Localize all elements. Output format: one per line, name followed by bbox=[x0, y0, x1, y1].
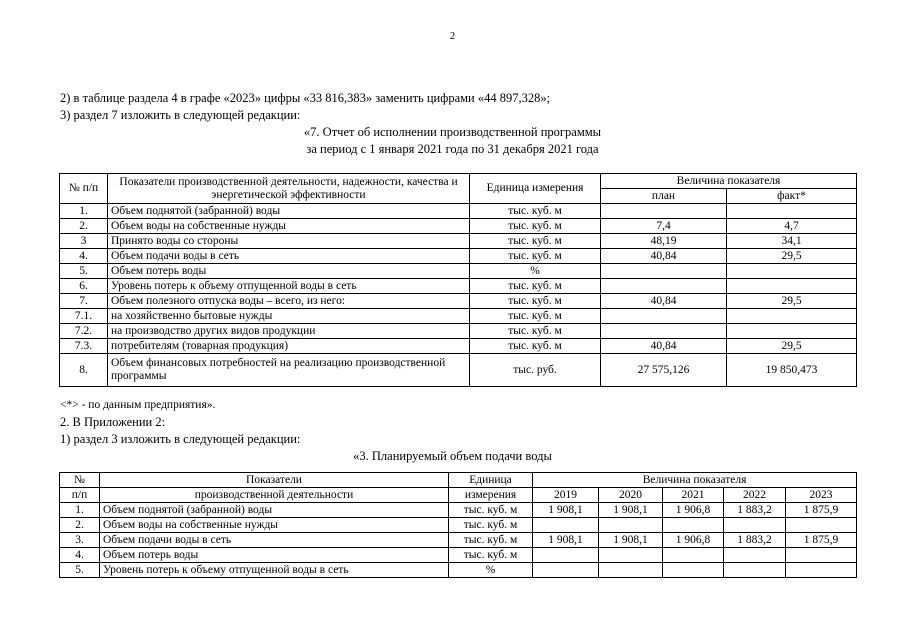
cell-plan: 7,4 bbox=[601, 219, 727, 234]
cell-num: 3 bbox=[60, 234, 108, 249]
cell-name: Объем потерь воды bbox=[100, 548, 449, 563]
row-8-unit: тыс. руб. bbox=[470, 354, 601, 387]
cell-name: Объем поднятой (забранной) воды bbox=[100, 503, 449, 518]
table-row bbox=[60, 219, 857, 234]
cell-fact: 29,5 bbox=[727, 294, 857, 309]
cell-value bbox=[663, 563, 724, 578]
cell-value bbox=[724, 563, 786, 578]
cell-value bbox=[533, 548, 599, 563]
appendix-2-line: 2. В Приложении 2: bbox=[60, 415, 166, 429]
header-year: 2019 bbox=[533, 488, 599, 503]
cell-name: Объем потерь воды bbox=[108, 264, 470, 279]
cell-fact bbox=[727, 204, 857, 219]
table-row bbox=[60, 518, 857, 533]
section-7-heading-line-1: «7. Отчет об исполнении производственной программы bbox=[303, 125, 602, 139]
cell-fact bbox=[727, 309, 857, 324]
cell-unit: тыс. куб. м bbox=[470, 204, 601, 219]
cell-plan bbox=[601, 264, 727, 279]
cell-plan: 40,84 bbox=[601, 249, 727, 264]
table-row bbox=[60, 264, 857, 279]
cell-name: Объем подачи воды в сеть bbox=[100, 533, 449, 548]
cell-value: 1 908,1 bbox=[599, 533, 663, 548]
cell-unit: % bbox=[470, 264, 601, 279]
cell-value bbox=[533, 563, 599, 578]
cell-plan bbox=[601, 279, 727, 294]
cell-unit: % bbox=[449, 563, 533, 578]
cell-plan: 40,84 bbox=[601, 339, 727, 354]
cell-value bbox=[786, 518, 857, 533]
row-8-fact: 19 850,473 bbox=[727, 354, 857, 387]
header-year: 2021 bbox=[663, 488, 724, 503]
row-8-num: 8. bbox=[60, 354, 108, 387]
page-number: 2 bbox=[450, 31, 455, 42]
cell-num: 7. bbox=[60, 294, 108, 309]
instruction-line-1: 2) в таблице раздела 4 в графе «2023» цифры «33 816,383» заменить цифрами «44 897,328»; bbox=[60, 91, 551, 105]
cell-value: 1 908,1 bbox=[599, 503, 663, 518]
production-program-report-table bbox=[59, 173, 857, 387]
cell-unit: тыс. куб. м bbox=[470, 324, 601, 339]
section-3-heading: «3. Планируемый объем подачи воды bbox=[353, 449, 552, 463]
table-row bbox=[60, 204, 857, 219]
header-unit-l1: Единица bbox=[449, 473, 533, 488]
cell-value: 1 875,9 bbox=[786, 533, 857, 548]
cell-fact bbox=[727, 324, 857, 339]
footnote: <*> - по данным предприятия». bbox=[60, 399, 216, 411]
header-year: 2022 bbox=[724, 488, 786, 503]
header-num-l1: № bbox=[60, 473, 100, 488]
header-unit: Единица измерения bbox=[470, 174, 601, 204]
cell-name: Объем воды на собственные нужды bbox=[100, 518, 449, 533]
cell-name: Принято воды со стороны bbox=[108, 234, 470, 249]
cell-num: 5. bbox=[60, 563, 100, 578]
header-value: Величина показателя bbox=[533, 473, 857, 488]
cell-unit: тыс. куб. м bbox=[470, 279, 601, 294]
header-num-l2: п/п bbox=[60, 488, 100, 503]
table-row bbox=[60, 309, 857, 324]
cell-value bbox=[724, 518, 786, 533]
cell-value: 1 908,1 bbox=[533, 503, 599, 518]
cell-name: Объем подачи воды в сеть bbox=[108, 249, 470, 264]
cell-fact: 34,1 bbox=[727, 234, 857, 249]
cell-fact bbox=[727, 264, 857, 279]
table-row bbox=[60, 563, 857, 578]
cell-name: Уровень потерь к объему отпущенной воды в сеть bbox=[100, 563, 449, 578]
table-row bbox=[60, 324, 857, 339]
cell-name: Объем полезного отпуска воды – всего, из него: bbox=[108, 294, 470, 309]
cell-name: на хозяйственно бытовые нужды bbox=[108, 309, 470, 324]
cell-num: 5. bbox=[60, 264, 108, 279]
header-plan: план bbox=[601, 189, 727, 204]
cell-num: 1. bbox=[60, 503, 100, 518]
header-unit-l2: измерения bbox=[449, 488, 533, 503]
header-year: 2023 bbox=[786, 488, 857, 503]
cell-fact bbox=[727, 279, 857, 294]
row-8-name: Объем финансовых потребностей на реализацию производственной программы bbox=[108, 354, 470, 387]
cell-num: 7.1. bbox=[60, 309, 108, 324]
header-value: Величина показателя bbox=[601, 174, 857, 189]
header-num: № п/п bbox=[60, 174, 108, 204]
cell-unit: тыс. куб. м bbox=[449, 533, 533, 548]
cell-unit: тыс. куб. м bbox=[449, 503, 533, 518]
header-indicator: Показатели производственной деятельности, надежности, качества и энергетической эффективности bbox=[108, 174, 470, 204]
cell-value bbox=[786, 548, 857, 563]
cell-unit: тыс. куб. м bbox=[449, 548, 533, 563]
cell-fact: 4,7 bbox=[727, 219, 857, 234]
cell-value: 1 908,1 bbox=[533, 533, 599, 548]
cell-num: 6. bbox=[60, 279, 108, 294]
cell-num: 2. bbox=[60, 518, 100, 533]
header-year: 2020 bbox=[599, 488, 663, 503]
cell-value: 1 883,2 bbox=[724, 503, 786, 518]
cell-value bbox=[599, 518, 663, 533]
cell-name: Объем поднятой (забранной) воды bbox=[108, 204, 470, 219]
cell-num: 1. bbox=[60, 204, 108, 219]
table-row bbox=[60, 339, 857, 354]
cell-unit: тыс. куб. м bbox=[470, 249, 601, 264]
table-row bbox=[60, 548, 857, 563]
cell-value bbox=[786, 563, 857, 578]
cell-plan bbox=[601, 324, 727, 339]
cell-num: 3. bbox=[60, 533, 100, 548]
header-fact: факт* bbox=[727, 189, 857, 204]
cell-name: Уровень потерь к объему отпущенной воды в сеть bbox=[108, 279, 470, 294]
cell-unit: тыс. куб. м bbox=[449, 518, 533, 533]
table-row bbox=[60, 249, 857, 264]
cell-fact: 29,5 bbox=[727, 339, 857, 354]
table-row bbox=[60, 503, 857, 518]
cell-name: потребителям (товарная продукция) bbox=[108, 339, 470, 354]
cell-plan: 48,19 bbox=[601, 234, 727, 249]
cell-plan bbox=[601, 309, 727, 324]
cell-value: 1 906,8 bbox=[663, 533, 724, 548]
table-row bbox=[60, 533, 857, 548]
cell-num: 2. bbox=[60, 219, 108, 234]
cell-value: 1 875,9 bbox=[786, 503, 857, 518]
cell-name: на производство других видов продукции bbox=[108, 324, 470, 339]
cell-num: 4. bbox=[60, 249, 108, 264]
header-indicator-l2: производственной деятельности bbox=[100, 488, 449, 503]
cell-num: 7.2. bbox=[60, 324, 108, 339]
instruction-line-2: 3) раздел 7 изложить в следующей редакции: bbox=[60, 108, 301, 122]
cell-name: Объем воды на собственные нужды bbox=[108, 219, 470, 234]
cell-value bbox=[663, 518, 724, 533]
cell-unit: тыс. куб. м bbox=[470, 309, 601, 324]
cell-unit: тыс. куб. м bbox=[470, 234, 601, 249]
cell-num: 7.3. bbox=[60, 339, 108, 354]
cell-fact: 29,5 bbox=[727, 249, 857, 264]
cell-unit: тыс. куб. м bbox=[470, 219, 601, 234]
cell-value bbox=[724, 548, 786, 563]
header-indicator-l1: Показатели bbox=[100, 473, 449, 488]
table-row bbox=[60, 279, 857, 294]
cell-value: 1 883,2 bbox=[724, 533, 786, 548]
planned-water-supply-table bbox=[59, 472, 857, 578]
table-row bbox=[60, 294, 857, 309]
cell-plan bbox=[601, 204, 727, 219]
cell-num: 4. bbox=[60, 548, 100, 563]
cell-value bbox=[663, 548, 724, 563]
table-row bbox=[60, 234, 857, 249]
cell-unit: тыс. куб. м bbox=[470, 294, 601, 309]
section-3-instruction: 1) раздел 3 изложить в следующей редакции: bbox=[60, 432, 301, 446]
row-8-plan: 27 575,126 bbox=[601, 354, 727, 387]
section-7-heading-line-2: за период с 1 января 2021 года по 31 декабря 2021 года bbox=[306, 142, 599, 156]
cell-unit: тыс. куб. м bbox=[470, 339, 601, 354]
cell-plan: 40,84 bbox=[601, 294, 727, 309]
cell-value bbox=[533, 518, 599, 533]
cell-value bbox=[599, 563, 663, 578]
cell-value: 1 906,8 bbox=[663, 503, 724, 518]
cell-value bbox=[599, 548, 663, 563]
